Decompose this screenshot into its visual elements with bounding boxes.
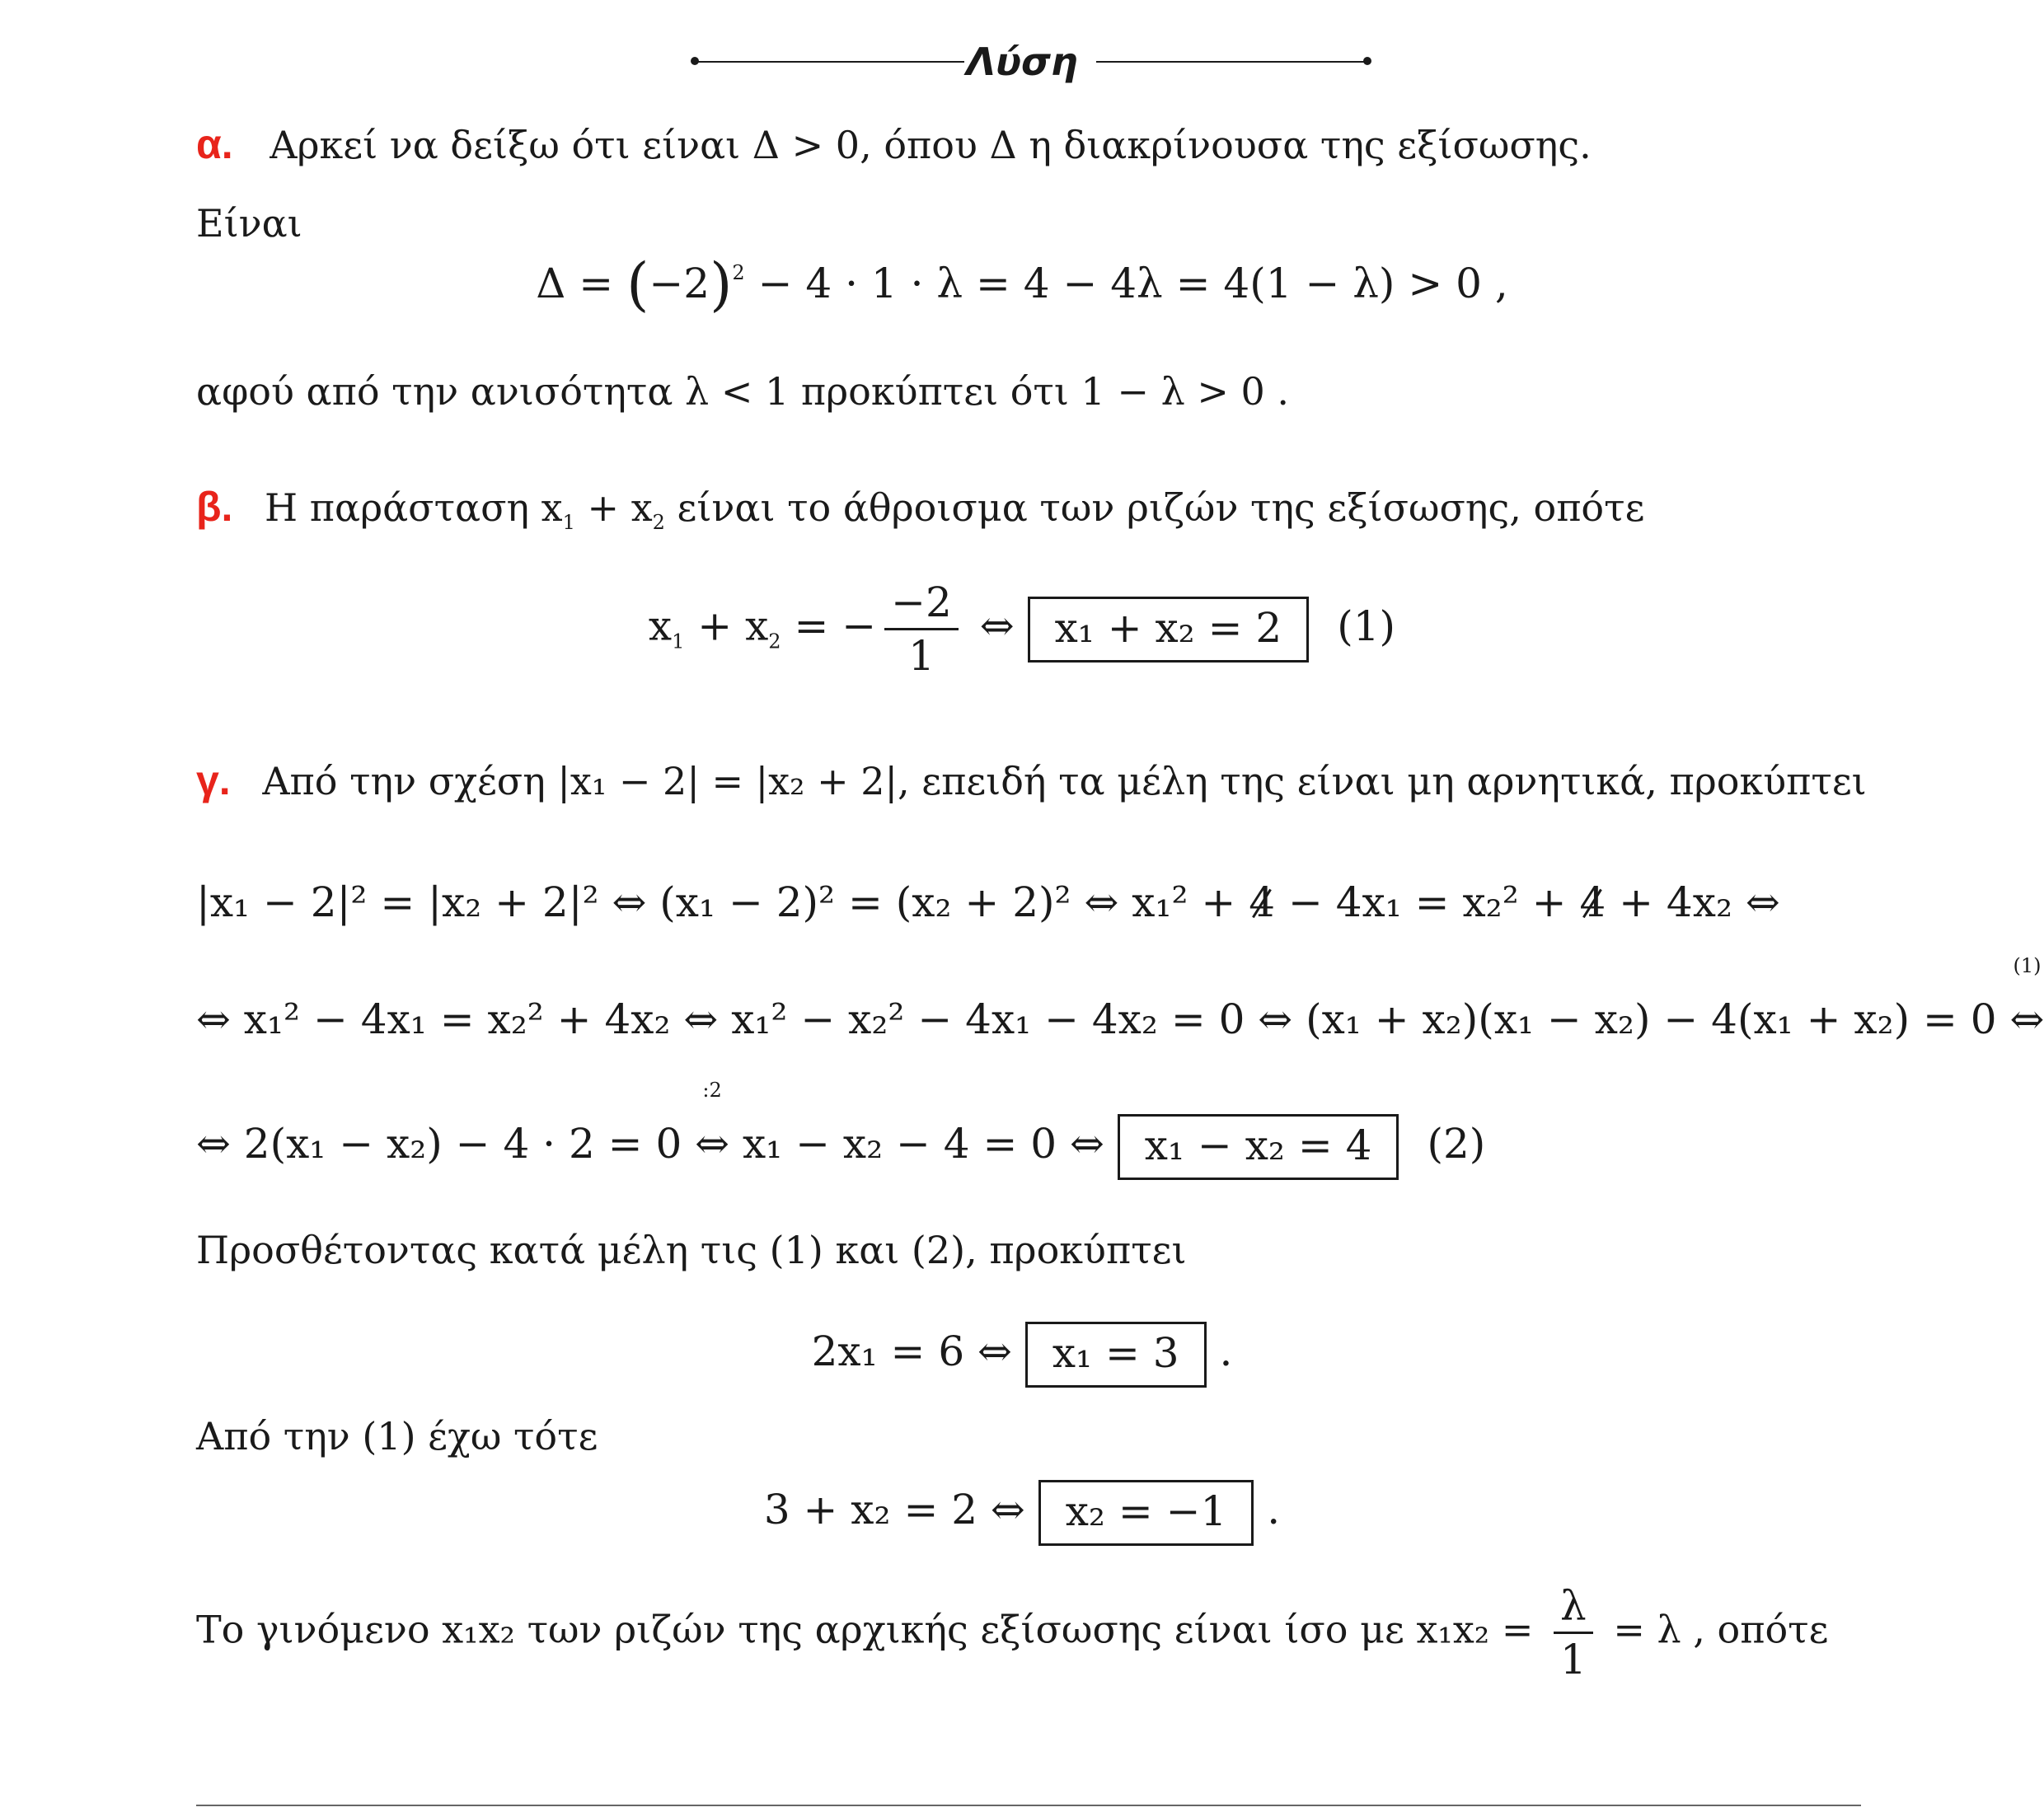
product-fraction	[1554, 1582, 1593, 1683]
sum-label: (1)	[1337, 602, 1396, 650]
gamma-line-1	[196, 878, 1780, 926]
product-frac-den: 1	[1559, 1636, 1587, 1683]
gamma-line3-a: ⇔ 2(x₁ − x₂) − 4 · 2 = 0	[196, 1120, 696, 1168]
solution-title: Λύση	[966, 40, 1078, 84]
title-right-line	[1096, 61, 1367, 63]
gamma-line3-annotated-iff	[695, 1079, 730, 1168]
gamma-line-3	[196, 1079, 1486, 1180]
x2-dot: .	[1254, 1486, 1281, 1533]
sum-frac-den: 1	[908, 632, 935, 680]
x1-eq: 2x₁ = 6 ⇔	[811, 1327, 1025, 1375]
product-text-a: Το γινόμενο x₁x₂ των ριζών της αρχικής εξίσωσης είναι ίσο με x₁x₂ =	[196, 1607, 1545, 1652]
product-text-b: = λ , οπότε	[1601, 1607, 1829, 1652]
eq-inner: −2	[649, 260, 710, 307]
gamma-intro-a: Από την σχέση	[262, 759, 558, 803]
cancelled-four-1: 4	[1249, 878, 1276, 926]
gamma-line1-c: + 4x₂ ⇔	[1606, 878, 1780, 926]
part-alpha-marker: α.	[196, 121, 233, 167]
product-of-roots-line	[196, 1582, 1829, 1683]
gamma-line3-annotation: :2	[702, 1079, 722, 1102]
gamma-line2-iff: ⇔	[2009, 995, 2044, 1043]
part-gamma-intro	[196, 757, 1867, 803]
sum-lhs-c: = −	[781, 602, 877, 650]
product-frac-num: λ	[1554, 1585, 1593, 1634]
part-alpha-conclusion: αφού από την ανισότητα λ < 1 προκύπτει ότι 1 − λ > 0 .	[196, 369, 1290, 414]
title-right-dot	[1363, 57, 1371, 65]
part-beta-marker: β.	[196, 484, 233, 530]
eq-close-paren: )	[710, 250, 733, 318]
sum-iff: ⇔	[966, 602, 1028, 650]
cancelled-four-2: 4	[1579, 878, 1606, 926]
gamma-line1-a: |x₁ − 2|² = |x₂ + 2|² ⇔ (x₁ − 2)² = (x₂ + 2)² ⇔ x₁² +	[196, 878, 1249, 926]
sum-sub-1: 1	[672, 630, 685, 653]
gamma-add-text: Προσθέτοντας κατά μέλη τις (1) και (2), προκύπτει	[196, 1228, 1187, 1272]
gamma-line2-a: ⇔ x₁² − 4x₁ = x₂² + 4x₂ ⇔ x₁² − x₂² − 4x₁ − 4x₂ = 0 ⇔ (x₁ + x₂)(x₁ − x₂) − 4(x₁ + x₂) = 0	[196, 995, 2010, 1043]
x2-result-box: x₂ = −1	[1038, 1480, 1254, 1546]
part-alpha-intro	[196, 121, 1592, 167]
sum-frac-num: −2	[884, 582, 959, 630]
sum-sub-2: 2	[768, 630, 781, 653]
sum-lhs-b: + x	[684, 602, 769, 650]
eq-mid: − 4 · 1 · λ = 4 − 4λ = 4	[744, 260, 1250, 307]
eq-end: > 0 ,	[1395, 260, 1508, 307]
gamma-line3-b: x₁ − x₂ − 4 = 0 ⇔	[729, 1120, 1118, 1168]
part-alpha-text: Αρκεί να δείξω ότι είναι Δ > 0, όπου Δ η διακρίνουσα της εξίσωσης.	[270, 123, 1592, 167]
x2-equation	[0, 1480, 2044, 1546]
sum-of-roots-equation	[0, 578, 2044, 680]
eq-left: Δ =	[536, 260, 627, 307]
sum-result-box: x₁ + x₂ = 2	[1028, 597, 1310, 663]
x2-eq: 3 + x₂ = 2 ⇔	[763, 1486, 1038, 1533]
difference-label: (2)	[1427, 1120, 1486, 1168]
discriminant-equation	[0, 250, 2044, 318]
beta-intro-c: είναι το άθροισμα των ριζών της εξίσωσης, οπότε	[664, 485, 1645, 530]
x1-result-box: x₁ = 3	[1025, 1322, 1207, 1388]
gamma-abs-relation: |x₁ − 2| = |x₂ + 2|	[557, 759, 898, 803]
beta-sub-1: 1	[562, 511, 575, 534]
sum-lhs-a: x	[648, 602, 673, 650]
part-beta-intro	[196, 486, 1644, 532]
part-gamma-marker: γ.	[196, 757, 231, 803]
gamma-line-2	[196, 954, 2044, 1043]
gamma-line1-b: − 4x₁ = x₂² +	[1275, 878, 1580, 926]
gamma-line3-iff: ⇔	[695, 1120, 730, 1168]
x1-equation	[0, 1322, 2044, 1388]
eq-exponent: 2	[732, 261, 745, 284]
gamma-from-1: Από την (1) έχω τότε	[196, 1414, 598, 1458]
beta-sub-2: 2	[652, 511, 665, 534]
part-alpha-einai: Είναι	[196, 201, 302, 246]
sum-fraction	[884, 578, 959, 680]
gamma-intro-b: , επειδή τα μέλη της είναι μη αρνητικά, προκύπτει	[898, 759, 1867, 803]
bottom-rule	[196, 1805, 1861, 1806]
beta-intro-b: + x	[574, 485, 653, 530]
eq-paren-group: (1 − λ)	[1249, 260, 1395, 307]
difference-result-box: x₁ − x₂ = 4	[1118, 1114, 1399, 1180]
gamma-line2-annotated-iff	[2009, 954, 2044, 1043]
eq-open-paren: (	[626, 250, 649, 318]
x1-dot: .	[1206, 1327, 1233, 1375]
beta-intro-a: Η παράσταση x	[265, 485, 563, 530]
gamma-line2-annotation: (1)	[2013, 954, 2042, 977]
